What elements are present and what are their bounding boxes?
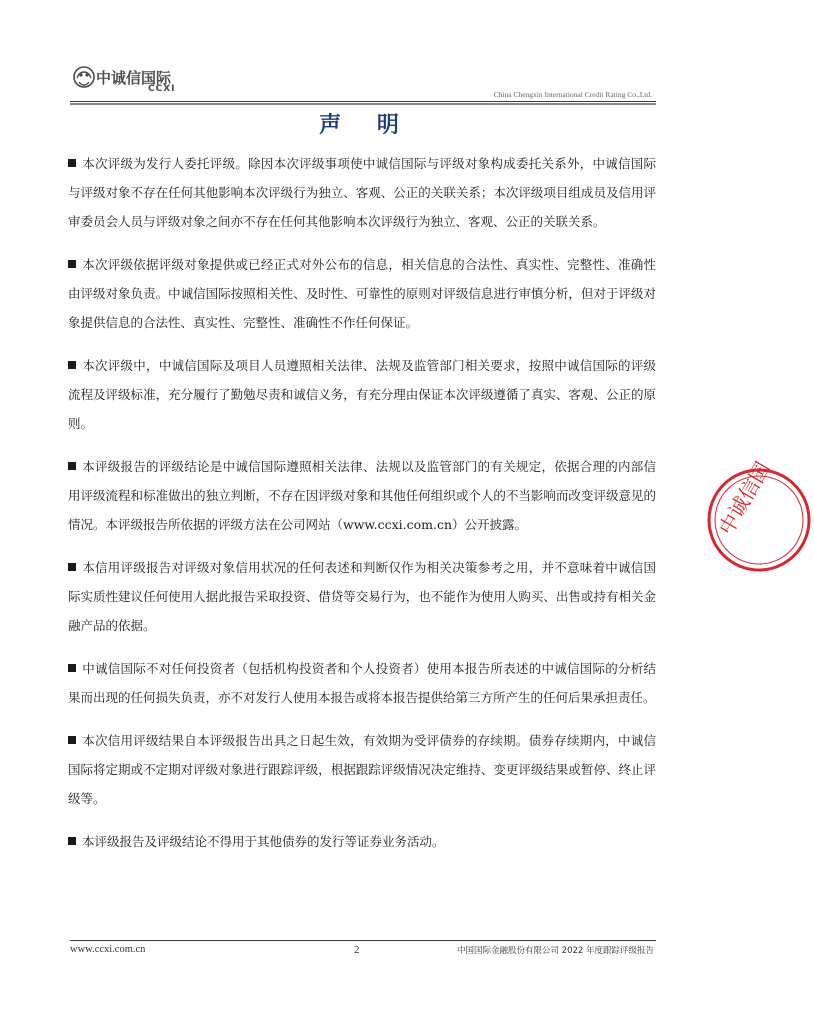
page-title: 声 明 <box>319 113 413 138</box>
statement-paragraph-6: 中诚信国际不对任何投资者（包括机构投资者和个人投资者）使用本报告所表述的中诚信国际的分析结果而出现的任何损失负责，亦不对发行人使用本报告或将本报告提供给第三方所产生的任何后果承担责任。 <box>68 661 656 705</box>
statement-body <box>68 149 656 870</box>
svg-text:中诚信国: 中诚信国 <box>713 457 775 539</box>
statement-paragraph-3: 本次评级中，中诚信国际及项目人员遵照相关法律、法规及监管部门相关要求，按照中诚信国际的评级流程及评级标准，充分履行了勤勉尽责和诚信义务，有充分理由保证本次评级遵循了真实、客观、公正的原则。 <box>68 358 656 431</box>
bullet-square-icon <box>68 837 76 845</box>
company-seal-icon <box>704 457 814 575</box>
bullet-square-icon <box>68 664 76 672</box>
bullet-square-icon <box>68 462 76 470</box>
statement-paragraph-8: 本评级报告及评级结论不得用于其他债券的发行等证券业务活动。 <box>68 827 656 856</box>
footer-website: www.ccxi.com.cn <box>70 944 146 955</box>
statement-paragraph-2: 本次评级依据评级对象提供或已经正式对外公布的信息，相关信息的合法性、真实性、完整性、准确性由评级对象负责。中诚信国际按照相关性、及时性、可靠性的原则对评级信息进行审慎分析，但对于评级对象提供信息的合法性、真实性、完整性、准确性不作任何保证。 <box>68 257 656 330</box>
statement-paragraph-7: 本次信用评级结果自本评级报告出具之日起生效，有效期为受评债券的存续期。债券存续期内，中诚信国际将定期或不定期对评级对象进行跟踪评级，根据跟踪评级情况决定维持、变更评级结果或暂停、终止评级等。 <box>68 733 656 806</box>
statement-paragraph-4: 本评级报告的评级结论是中诚信国际遵照相关法律、法规以及监管部门的有关规定，依据合理的内部信用评级流程和标准做出的独立判断，不存在因评级对象和其他任何组织或个人的不当影响而改变评级意见的情况。本评级报告所依据的评级方法在公司网站（www.ccxi.com.cn）公开披露。 <box>68 459 656 532</box>
statement-paragraph-1: 本次评级为发行人委托评级。除因本次评级事项使中诚信国际与评级对象构成委托关系外，中诚信国际与评级对象不存在任何其他影响本次评级行为独立、客观、公正的关联关系；本次评级项目组成员及信用评审委员会人员与评级对象之间亦不存在任何其他影响本次评级行为独立、客观、公正的关联关系。 <box>68 156 656 229</box>
bullet-square-icon <box>68 159 76 167</box>
company-english-name: China Chengxin International Credit Rating Co.,Ltd. <box>493 90 652 99</box>
bullet-square-icon <box>68 260 76 268</box>
bullet-square-icon <box>68 563 76 571</box>
page-number: 2 <box>354 944 360 956</box>
footer-report-name: 中国国际金融股份有限公司 2022 年度跟踪评级报告 <box>456 946 654 956</box>
bullet-square-icon <box>68 361 76 369</box>
bullet-square-icon <box>68 736 76 744</box>
logo-en-text: CCXI <box>148 84 176 94</box>
logo-cn-text: 中诚信国际 <box>96 69 172 87</box>
footer-divider <box>70 940 656 941</box>
statement-paragraph-5: 本信用评级报告对评级对象信用状况的任何表述和判断仅作为相关决策参考之用，并不意味着中诚信国际实质性建议任何使用人据此报告采取投资、借贷等交易行为，也不能作为使用人购买、出售或持有相关金融产品的依据。 <box>68 560 656 633</box>
header-divider <box>70 101 656 105</box>
